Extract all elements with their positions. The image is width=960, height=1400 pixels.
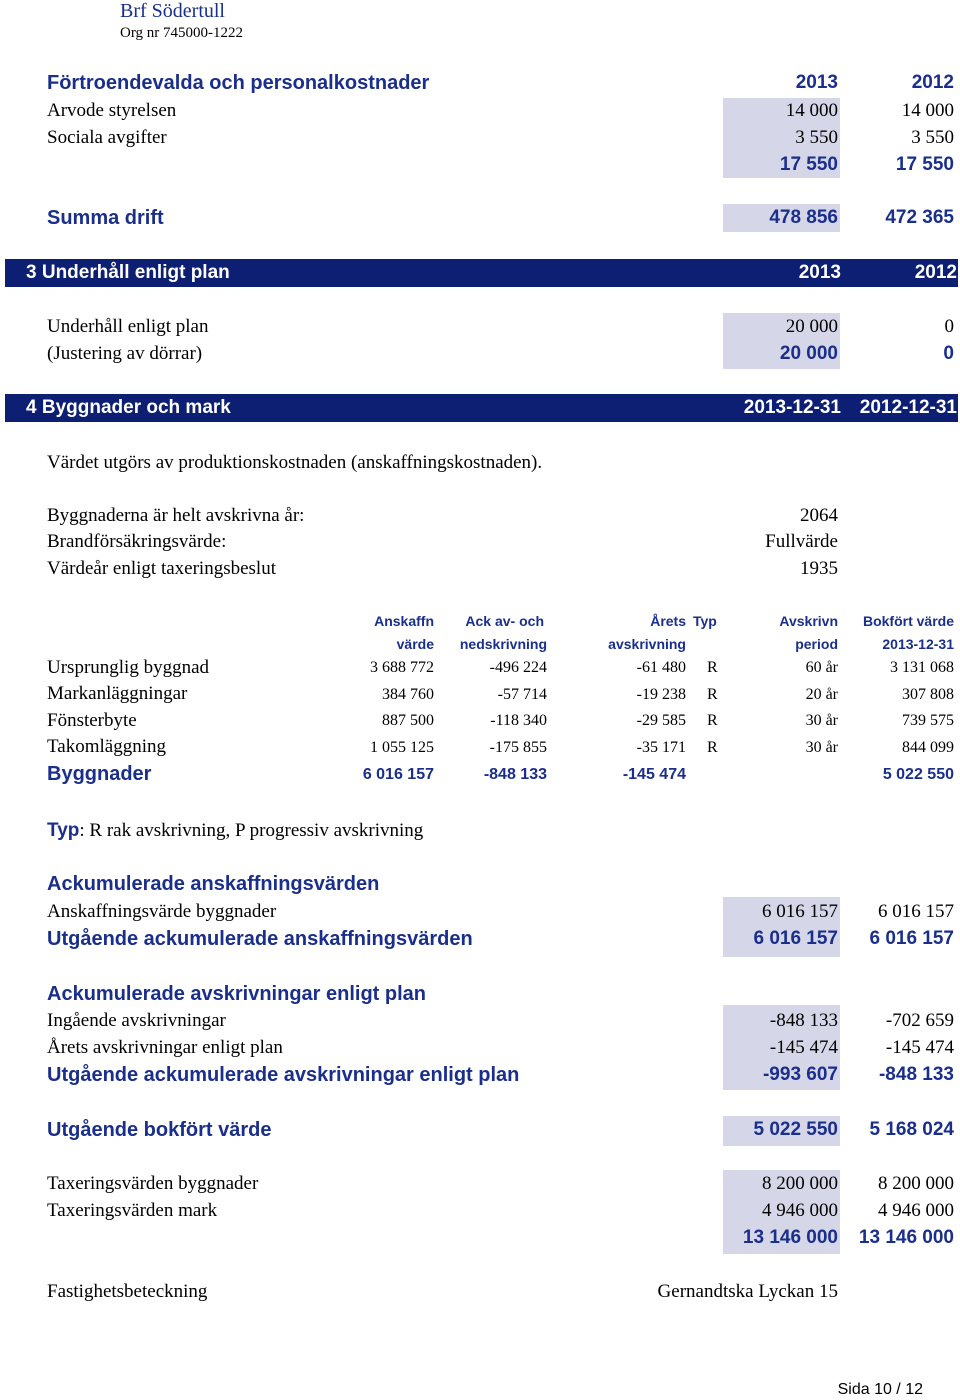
ack-anskaffning-title: Ackumulerade anskaffningsvärden [47,873,380,895]
fact-value: 2064 [800,505,838,526]
table-cell: 30 år [805,739,838,756]
taxering-row-v2: 8 200 000 [878,1173,954,1194]
ack-avskrivning-row-v1: -145 474 [769,1037,838,1058]
personnel-row-v1: 3 550 [795,127,838,148]
ack-avskrivning-row-label: Ingående avskrivningar [47,1010,226,1031]
personnel-title: Förtroendevalda och personalkostnader [47,72,430,94]
fastighet-label: Fastighetsbeteckning [47,1281,208,1302]
table-cell: 384 760 [382,686,434,703]
table-cell: 307 808 [902,686,954,703]
table-cell: 739 575 [902,712,954,729]
ack-avskrivning-row-label: Årets avskrivningar enligt plan [47,1037,283,1058]
ack-avskrivning-row-v2: -145 474 [885,1037,954,1058]
table-cell: 3 688 772 [370,659,434,676]
table-header: avskrivning [608,636,686,652]
table-header: Avskrivn [779,613,838,629]
fact-value: Fullvärde [765,531,838,552]
section4-header-bar [5,394,958,422]
ack-anskaffning-row-v1: 6 016 157 [762,901,838,922]
ack-anskaffning-row-v2: 6 016 157 [878,901,954,922]
taxering-row-label: Taxeringsvärden byggnader [47,1173,259,1194]
table-total-label: Byggnader [47,763,152,785]
table-header: värde [396,636,434,652]
table-header: Anskaffn [374,613,434,629]
typ-note-label: Typ [47,820,80,841]
ack-avskrivning-row-v2: -702 659 [885,1010,954,1031]
table-header: Bokfört värde [862,613,954,629]
personnel-year1: 2013 [795,72,838,93]
table-cell: 844 099 [902,739,954,756]
section3-row-v2: 0 [943,343,954,364]
personnel-total1: 17 550 [779,154,838,175]
table-cell: R [707,739,718,756]
section3-header-bar [5,259,958,287]
table-cell: -175 855 [489,739,547,756]
table-cell: R [707,712,718,729]
personnel-row-label: Arvode styrelsen [47,100,177,121]
fact-value: 1935 [800,558,838,579]
fact-label: Byggnaderna är helt avskrivna år: [47,505,305,526]
bokfort-v1: 5 022 550 [753,1119,838,1140]
table-total-cell: 6 016 157 [362,766,434,783]
table-cell: 887 500 [382,712,434,729]
table-total-cell: -848 133 [483,766,547,783]
taxering-row-v1: 8 200 000 [762,1173,838,1194]
page-number: Sida 10 / 12 [837,1381,923,1398]
section3-year2: 2012 [914,262,957,283]
section4-title: 4 Byggnader och mark [26,397,231,418]
section3-row-v2: 0 [944,316,954,337]
table-total-cell: -145 474 [622,766,686,783]
personnel-row-label: Sociala avgifter [47,127,167,148]
section3-title: 3 Underhåll enligt plan [26,262,230,283]
section4-date1: 2013-12-31 [743,397,841,418]
table-cell: R [707,659,718,676]
summa-drift-label: Summa drift [47,207,164,229]
ack-anskaffning-total-label: Utgående ackumulerade anskaffningsvärden [47,928,473,950]
ack-anskaffning-total-v1: 6 016 157 [753,928,838,949]
ack-avskrivning-total-v2: -848 133 [878,1064,954,1085]
section4-note: Värdet utgörs av produktionskostnaden (anskaffningskostnaden). [47,452,543,473]
fact-label: Brandförsäkringsvärde: [47,531,227,552]
taxering-row-label: Taxeringsvärden mark [47,1200,218,1221]
table-cell: 3 131 068 [890,659,954,676]
table-header: Ack av- och [465,613,544,629]
table-cell: 60 år [805,659,838,676]
section3-year1: 2013 [798,262,841,283]
section3-row-v1: 20 000 [785,316,838,337]
table-header: Typ [693,613,717,629]
ack-anskaffning-total-v2: 6 016 157 [869,928,954,949]
table-row-label: Takomläggning [47,736,166,757]
table-header: period [795,636,838,652]
table-header: 2013-12-31 [882,636,954,652]
personnel-year2: 2012 [911,72,954,93]
table-row-label: Markanläggningar [47,683,188,704]
table-cell: 1 055 125 [370,739,434,756]
taxering-row-v2: 4 946 000 [878,1200,954,1221]
bokfort-v2: 5 168 024 [869,1119,954,1140]
table-header: Årets [650,613,686,629]
table-cell: -496 224 [489,659,547,676]
fastighet-value: Gernandtska Lyckan 15 [657,1281,838,1302]
ack-avskrivning-title: Ackumulerade avskrivningar enligt plan [47,983,427,1005]
table-cell: -29 585 [636,712,686,729]
table-cell: 30 år [805,712,838,729]
personnel-total2: 17 550 [895,154,954,175]
table-total-cell: 5 022 550 [882,766,954,783]
summa-drift-v1: 478 856 [769,207,838,228]
section3-row-label: Underhåll enligt plan [47,316,209,337]
taxering-total1: 13 146 000 [742,1227,838,1248]
ack-anskaffning-row-label: Anskaffningsvärde byggnader [47,901,277,922]
table-header: nedskrivning [459,636,547,652]
section3-row-v1: 20 000 [779,343,838,364]
org-name: Brf Södertull [120,0,225,22]
bokfort-label: Utgående bokfört värde [47,1119,272,1141]
table-row-label: Ursprunglig byggnad [47,657,210,678]
section4-date2: 2012-12-31 [859,397,957,418]
personnel-row-v2: 3 550 [911,127,954,148]
table-row-label: Fönsterbyte [47,710,137,731]
table-cell: 20 år [805,686,838,703]
org-number: Org nr 745000-1222 [120,25,244,41]
table-cell: -57 714 [497,686,547,703]
table-cell: R [707,686,718,703]
table-cell: -118 340 [490,712,547,729]
table-cell: -19 238 [636,686,686,703]
taxering-row-v1: 4 946 000 [762,1200,838,1221]
ack-avskrivning-row-v1: -848 133 [769,1010,838,1031]
taxering-total2: 13 146 000 [858,1227,954,1248]
ack-avskrivning-total-label: Utgående ackumulerade avskrivningar enligt plan [47,1064,520,1086]
table-cell: -35 171 [636,739,686,756]
fact-label: Värdeår enligt taxeringsbeslut [47,558,276,579]
typ-note [47,820,423,842]
typ-note-text: : R rak avskrivning, P progressiv avskrivning [79,820,424,841]
summa-drift-v2: 472 365 [885,207,954,228]
table-cell: -61 480 [636,659,686,676]
personnel-row-v1: 14 000 [785,100,838,121]
ack-avskrivning-total-v1: -993 607 [762,1064,838,1085]
personnel-row-v2: 14 000 [901,100,954,121]
section3-row-label: (Justering av dörrar) [47,343,203,364]
